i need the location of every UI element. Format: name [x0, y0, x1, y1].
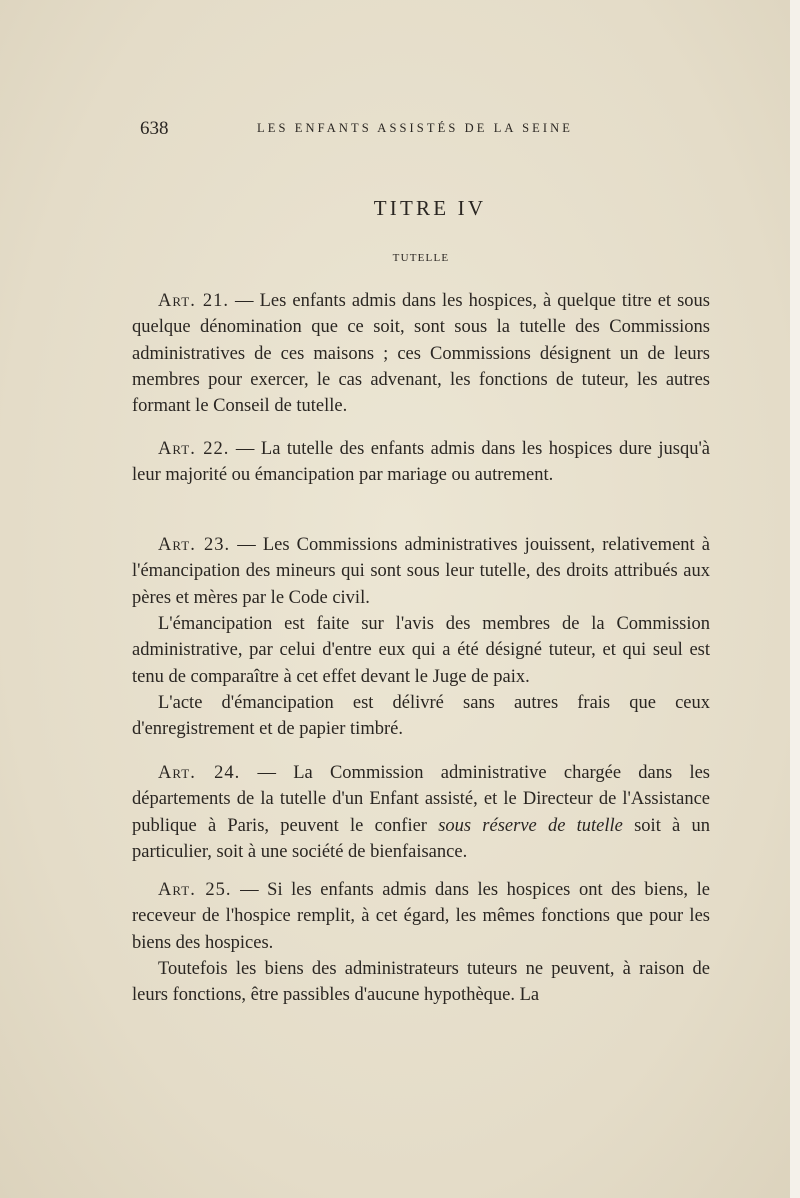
article-text-italic: sous réserve de tutelle	[438, 815, 623, 836]
article-24	[132, 760, 710, 865]
section-title: TITRE IV	[373, 196, 487, 220]
article-label: Art. 25.	[158, 880, 232, 900]
article-text: — La tutelle des enfants admis dans les hospices dure jusqu'à leur majorité ou émancipation par mariage ou autrement.	[132, 439, 710, 486]
article-text: soit à un particulier, soit à une société de bienfaisance.	[132, 815, 710, 862]
running-head	[140, 118, 710, 140]
article-label: Art. 22.	[158, 439, 230, 459]
article-25-paragraph-2: Toutefois les biens des administrateurs tuteurs ne peuvent, à raison de leurs fonctions, être passibles d'aucune hypothèque. La	[132, 959, 710, 1006]
article-label: Art. 24.	[158, 763, 241, 783]
article-label: Art. 23.	[158, 535, 231, 555]
article-23-paragraph-2: L'émancipation est faite sur l'avis des membres de la Commission administrative, par celui d'entre eux qui a été désigné tuteur, et qui seul est tenu de comparaître à cet effet devant le Juge de paix.	[132, 614, 710, 687]
running-title: LES ENFANTS ASSISTÉS DE LA SEINE	[257, 121, 574, 135]
article-23-paragraph-3: L'acte d'émancipation est délivré sans autres frais que ceux d'enregistrement et de papier timbré.	[132, 693, 710, 740]
article-label: Art. 21.	[158, 291, 229, 311]
page-number: 638	[140, 118, 169, 139]
article-text: — Les enfants admis dans les hospices, à quelque titre et sous quelque dénomination que ce soit, sont sous la tutelle des Commissions administratives de ces maisons ; ces Commissions désignent un de leurs membres pour exercer, le cas advenant, les fonctions de tuteur, les autres formant le Conseil de tutelle.	[132, 291, 710, 417]
article-text: — La Commission administrative chargée dans les départements de la tutelle d'un Enfant assisté, et le Directeur de l'Assistance publique à Paris, peuvent le confier	[132, 763, 710, 836]
article-23	[132, 532, 710, 611]
article-22	[132, 436, 710, 489]
section-subtitle: TUTELLE	[392, 252, 450, 264]
article-21	[132, 288, 710, 419]
article-text: — Les Commissions administratives jouissent, relativement à l'émancipation des mineurs qui sont sous leur tutelle, des droits attribués aux pères et mères par le Code civil.	[132, 535, 711, 608]
article-text: — Si les enfants admis dans les hospices ont des biens, le receveur de l'hospice remplit, à cet égard, les mêmes fonctions que pour les biens des hospices.	[132, 880, 710, 953]
page-edge	[790, 0, 800, 1198]
article-25	[132, 877, 710, 956]
